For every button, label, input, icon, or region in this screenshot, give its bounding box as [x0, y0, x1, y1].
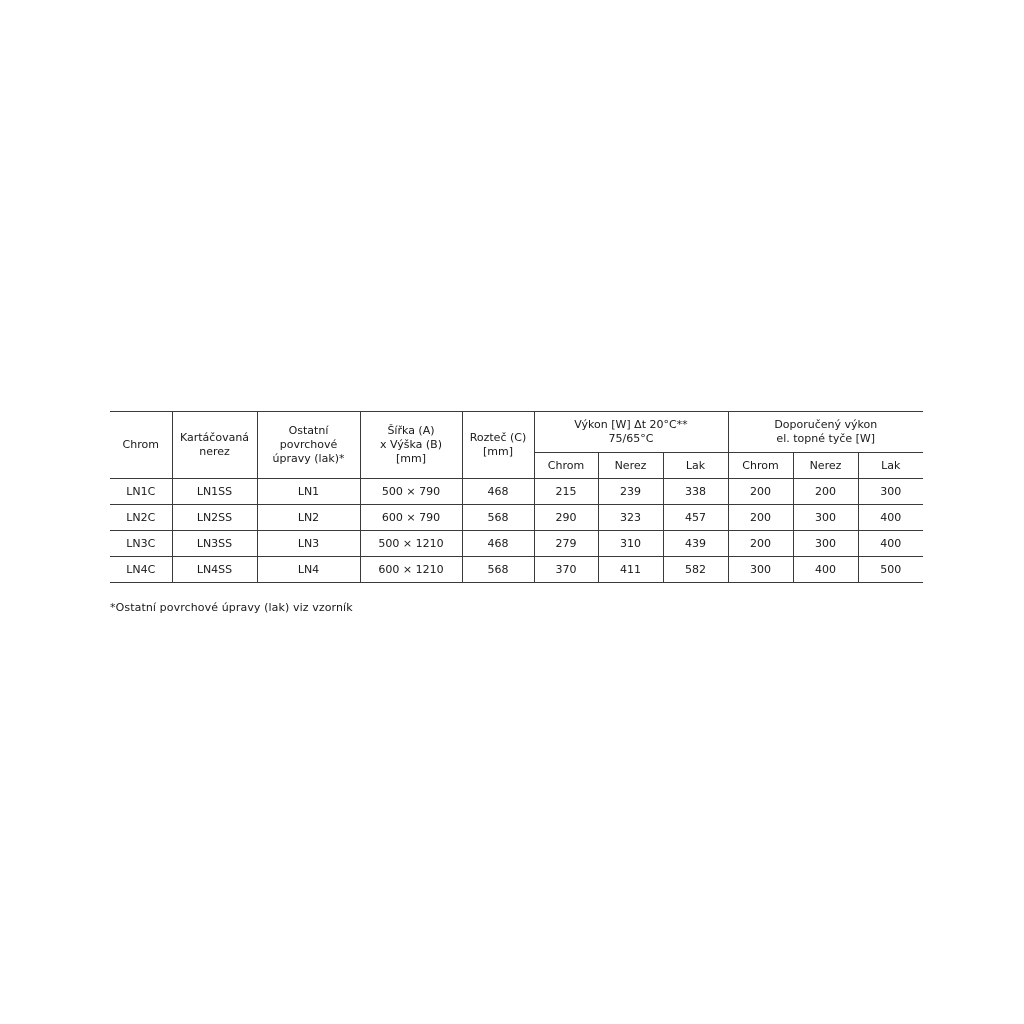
table-cell: 600 × 790 [360, 505, 462, 531]
header-spacing [462, 412, 534, 479]
table-body [110, 479, 923, 583]
header-recommended-heater [728, 412, 923, 453]
table-cell: 468 [462, 479, 534, 505]
header-recommended-line1: Doporučený výkon [774, 418, 878, 431]
table-cell: 500 × 790 [360, 479, 462, 505]
table-cell: 439 [663, 531, 728, 557]
table-cell: 200 [793, 479, 858, 505]
table-cell: LN4C [110, 557, 172, 583]
table-cell: LN1C [110, 479, 172, 505]
table-cell: LN4SS [172, 557, 257, 583]
table-cell: 239 [598, 479, 663, 505]
subheader-heater-lak: Lak [858, 453, 923, 479]
product-spec-table [110, 411, 923, 583]
footnote: *Ostatní povrchové úpravy (lak) viz vzorník [110, 601, 353, 614]
header-chrom [110, 412, 172, 479]
table-row [110, 479, 923, 505]
header-dimensions [360, 412, 462, 479]
table-cell: 323 [598, 505, 663, 531]
header-dims-line2: x Výška (B) [379, 438, 443, 451]
header-dims-line3: [mm] [395, 452, 426, 465]
table-cell: 310 [598, 531, 663, 557]
table-cell: 582 [663, 557, 728, 583]
table-cell: 400 [858, 505, 923, 531]
subheader-heater-chrom: Chrom [728, 453, 793, 479]
table-cell: LN2SS [172, 505, 257, 531]
table-cell: 370 [534, 557, 598, 583]
table-cell: 457 [663, 505, 728, 531]
table-cell: 300 [728, 557, 793, 583]
header-spacing-line2: [mm] [482, 445, 513, 458]
header-recommended-line2: el. topné tyče [W] [776, 432, 876, 445]
table-cell: LN2 [257, 505, 360, 531]
table-cell: LN3 [257, 531, 360, 557]
header-other-line2: povrchové [279, 438, 338, 451]
table-cell: LN2C [110, 505, 172, 531]
table-cell: 500 × 1210 [360, 531, 462, 557]
table-cell: 400 [858, 531, 923, 557]
subheader-output-lak: Lak [663, 453, 728, 479]
header-other-line1: Ostatní [288, 424, 329, 437]
table-cell: 300 [793, 531, 858, 557]
table-cell: 215 [534, 479, 598, 505]
table-row [110, 557, 923, 583]
table-cell: LN3C [110, 531, 172, 557]
subheader-output-nerez: Nerez [598, 453, 663, 479]
subheader-output-chrom: Chrom [534, 453, 598, 479]
table-cell: 200 [728, 531, 793, 557]
table-cell: LN1SS [172, 479, 257, 505]
table-cell: 279 [534, 531, 598, 557]
header-output-line2: 75/65°C [608, 432, 654, 445]
table-cell: 600 × 1210 [360, 557, 462, 583]
header-heat-output [534, 412, 728, 453]
table-row [110, 531, 923, 557]
table-cell: 400 [793, 557, 858, 583]
table-cell: 200 [728, 479, 793, 505]
header-dims-line1: Šířka (A) [387, 424, 435, 437]
table-cell: LN1 [257, 479, 360, 505]
table-cell: 290 [534, 505, 598, 531]
spec-document [110, 411, 923, 614]
table-cell: 300 [793, 505, 858, 531]
header-other-line3: úpravy (lak)* [272, 452, 345, 465]
header-brushed-line1: Kartáčovaná [179, 431, 250, 444]
subheader-heater-nerez: Nerez [793, 453, 858, 479]
table-cell: 338 [663, 479, 728, 505]
header-brushed-stainless [172, 412, 257, 479]
table-cell: 568 [462, 557, 534, 583]
header-other-finishes [257, 412, 360, 479]
table-cell: LN4 [257, 557, 360, 583]
table-cell: 200 [728, 505, 793, 531]
table-cell: 568 [462, 505, 534, 531]
table-cell: 468 [462, 531, 534, 557]
table-header [110, 412, 923, 479]
header-chrom-label: Chrom [122, 438, 159, 451]
header-spacing-line1: Rozteč (C) [469, 431, 527, 444]
header-output-line1: Výkon [W] Δt 20°C** [574, 418, 688, 431]
table-cell: 411 [598, 557, 663, 583]
table-cell: 500 [858, 557, 923, 583]
table-cell: LN3SS [172, 531, 257, 557]
table-cell: 300 [858, 479, 923, 505]
header-brushed-line2: nerez [199, 445, 230, 458]
table-row [110, 505, 923, 531]
